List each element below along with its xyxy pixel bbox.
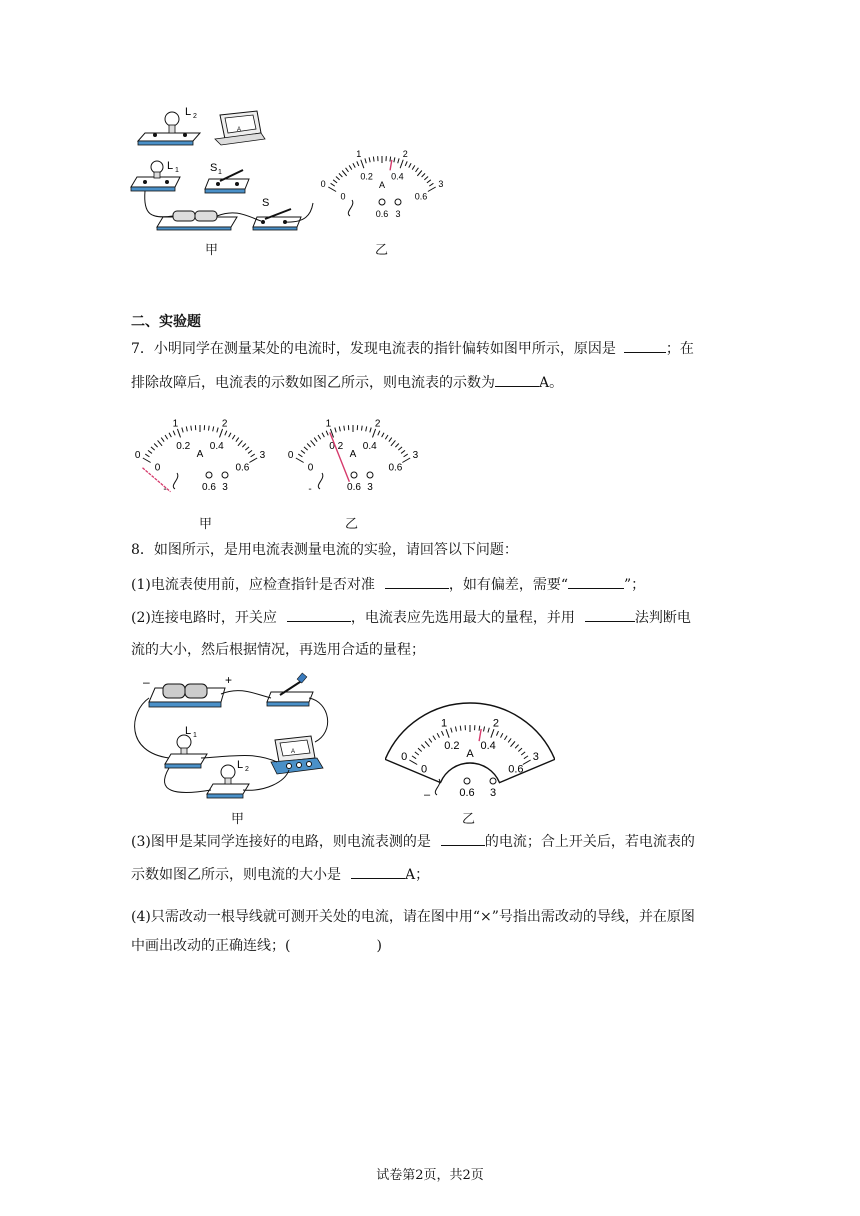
scale-tick [382, 433, 384, 437]
scale-tick [242, 444, 245, 448]
scale-tick [145, 454, 149, 457]
q8-blank-4[interactable] [585, 607, 635, 622]
terminal-3 [222, 472, 228, 478]
q8-blank-2[interactable] [568, 574, 624, 589]
scale-tick [225, 431, 227, 436]
q7-caption-right: 乙 [345, 517, 359, 532]
scale-tick [213, 426, 214, 431]
caption-top-right: 乙 [375, 243, 389, 258]
scale-tick [460, 726, 461, 731]
scale-label-3A: 3 [259, 450, 266, 461]
scale-tick [298, 454, 302, 457]
meter-needle [330, 432, 350, 481]
scale-tick [361, 160, 364, 168]
scale-tick [370, 428, 371, 433]
scale-tick [311, 440, 315, 445]
q7-meter-right [278, 395, 428, 495]
scale-tick [318, 435, 321, 439]
scale-label-06A: 0.6 [414, 191, 428, 202]
scale-label-06A: 0 [154, 462, 161, 474]
scale-label-3A: 0 [401, 751, 408, 763]
scale-tick [417, 171, 421, 176]
scale-tick [398, 158, 399, 163]
terminal-label-0.6: 0.6 [347, 482, 361, 493]
scale-tick [385, 435, 388, 439]
label-L2: L [185, 106, 192, 118]
scale-label-3A: 2 [492, 717, 500, 730]
terminal-3 [367, 472, 373, 478]
scale-tick [182, 428, 183, 433]
scale-tick [342, 171, 346, 176]
q8-p2-cont: 流的大小，然后根据情况，再选用合适的量程； [131, 642, 425, 658]
scale-tick [336, 177, 340, 180]
q8-p3-cont: 示数如图乙所示，则电流的大小是 A； [131, 864, 429, 885]
scale-tick [232, 435, 235, 439]
q7-blank-2[interactable] [495, 372, 539, 387]
scale-tick [229, 433, 231, 437]
scale-label-3A: 3 [438, 179, 444, 189]
q8-meter-figure [385, 683, 555, 813]
scale-label-3A: 1 [356, 149, 362, 160]
unit-label: A [466, 748, 474, 760]
scale-tick [390, 157, 391, 162]
scale-tick [378, 431, 380, 436]
scale-label-3A: 3 [532, 751, 539, 763]
scale-tick [304, 447, 308, 450]
scale-tick [328, 187, 336, 192]
scale-label-3A: 2 [402, 149, 408, 160]
terminal-label-3: 3 [395, 209, 401, 219]
q8-caption-left: 甲 [231, 812, 245, 827]
terminal-label-0.6: 0.6 [202, 482, 216, 493]
scale-tick [372, 429, 375, 437]
scale-tick [296, 458, 304, 463]
scale-label-3A: 0 [287, 450, 294, 461]
q7-meter-left [125, 395, 275, 495]
scale-tick [428, 187, 436, 192]
scale-tick [335, 428, 336, 433]
scale-tick [191, 426, 192, 431]
scale-tick [339, 426, 340, 431]
svg-text:2: 2 [245, 766, 249, 773]
top-meter-figure [312, 130, 452, 225]
scale-tick [333, 180, 337, 183]
q8-p1: (1)电流表使用前，应检查指针是否对准 ，如有偏差，需要“ ”； [131, 574, 645, 595]
terminal-label-minus: – [423, 789, 431, 801]
scale-tick [151, 447, 155, 450]
scale-tick [148, 450, 152, 453]
svg-text:1: 1 [218, 169, 222, 176]
scale-label-3A: 1 [172, 418, 179, 430]
scale-tick [251, 454, 255, 457]
page-footer: 试卷第2页，共2页 [376, 1168, 484, 1183]
scale-tick [366, 426, 367, 431]
terminal-label-minus: - [163, 484, 167, 495]
label-S1: S [210, 162, 218, 174]
svg-text:2: 2 [193, 113, 197, 120]
scale-tick [314, 438, 317, 442]
battery-plus: + [225, 673, 233, 687]
scale-tick [346, 168, 349, 172]
scale-tick [422, 173, 425, 177]
scale-label-06A: 0 [307, 462, 314, 474]
q7-line1: 7．小明同学在测量某处的电流时，发现电流表的指针偏转如图甲所示，原因是 ；在 [131, 338, 694, 359]
scale-label-06A: 0.2 [360, 171, 373, 182]
scale-tick [405, 161, 407, 166]
scale-tick [389, 438, 392, 442]
scale-tick [361, 426, 362, 431]
scale-tick [394, 157, 395, 162]
scale-tick [395, 444, 398, 448]
scale-tick [331, 183, 335, 186]
scale-tick [245, 447, 249, 450]
scale-tick [400, 160, 403, 168]
unit-label: A [349, 449, 357, 460]
scale-tick [357, 161, 359, 166]
scale-tick [301, 450, 305, 453]
scale-tick [353, 163, 355, 167]
section-title: 二、实验题 [131, 314, 201, 330]
scale-label-06A: 0.2 [329, 440, 344, 452]
terminal-label-3: 3 [367, 482, 373, 493]
q7-blank-1[interactable] [624, 338, 666, 353]
scale-label-3A: 2 [221, 418, 228, 430]
top-circuit-figure [125, 105, 325, 235]
q7-caption-left: 甲 [199, 517, 213, 532]
scale-tick [173, 431, 175, 436]
terminal-0.6 [464, 778, 470, 784]
q8-intro: 8．如图所示，是用电流表测量电流的实验，请回答以下问题： [131, 542, 518, 558]
svg-text:A: A [291, 749, 296, 755]
terminal-0.6 [351, 472, 357, 478]
scale-tick [217, 428, 218, 433]
terminal-label-minus: - [308, 484, 312, 495]
scale-tick [158, 440, 162, 445]
meter-frame [385, 703, 555, 783]
scale-tick [161, 438, 164, 442]
scale-label-3A: 0 [134, 450, 141, 461]
terminal-label-3: 3 [222, 482, 228, 493]
scale-tick [409, 163, 411, 167]
svg-text:1: 1 [175, 167, 179, 174]
scale-label-06A: 0.4 [209, 440, 224, 452]
scale-tick [154, 444, 157, 448]
scale-label-06A: 0.2 [176, 440, 191, 452]
scale-label-06A: 0.2 [444, 740, 460, 753]
q8-p2: (2)连接电路时，开关应 ，电流表应先选用最大的量程，并用 法判断电 [131, 607, 691, 628]
scale-label-3A: 1 [440, 717, 448, 730]
scale-tick [424, 177, 428, 180]
terminal-label-0.6: 0.6 [459, 787, 475, 799]
q8-blank-3[interactable] [287, 607, 351, 622]
scale-tick [427, 180, 431, 183]
scale-tick [412, 165, 415, 169]
svg-text:1: 1 [193, 732, 197, 739]
scale-label-06A: 0 [421, 763, 428, 776]
label-L2: L [237, 759, 244, 771]
scale-tick [165, 435, 168, 439]
battery-minus: – [143, 675, 150, 689]
scale-tick [143, 458, 151, 463]
label-L1: L [167, 160, 174, 172]
terminal-minus [318, 473, 323, 489]
scale-tick [401, 450, 405, 453]
scale-label-3A: 1 [325, 418, 332, 430]
terminal-minus [173, 473, 178, 489]
scale-tick [238, 440, 242, 445]
scale-label-06A: 0.4 [362, 440, 377, 452]
caption-top-left: 甲 [205, 243, 219, 258]
terminal-label-0.6: 0.6 [375, 209, 389, 219]
scale-tick [249, 458, 257, 463]
scale-tick [402, 458, 410, 463]
q8-p4: (4)只需改动一根导线就可测开关处的电流，请在图中用“×”号指出需改动的导线，并在原图 [131, 909, 695, 925]
scale-tick [186, 426, 187, 431]
terminal-label-3: 3 [489, 787, 497, 799]
scale-tick [398, 447, 402, 450]
scale-tick [326, 431, 328, 436]
scale-label-3A: 0 [320, 179, 326, 189]
scale-label-3A: 3 [412, 450, 419, 461]
svg-text:A: A [237, 127, 242, 133]
scale-label-06A: 0.6 [508, 763, 524, 776]
scale-tick [219, 429, 222, 437]
q8-caption-right: 乙 [462, 812, 476, 827]
scale-tick [404, 454, 408, 457]
scale-tick [169, 433, 171, 437]
scale-label-06A: 0.6 [388, 462, 403, 474]
scale-tick [307, 444, 310, 448]
q8-circuit-figure [125, 672, 350, 807]
q8-blank-5[interactable] [441, 831, 485, 846]
label-L1: L [185, 725, 192, 737]
scale-tick [373, 157, 374, 162]
terminal-minus [348, 200, 353, 216]
q8-blank-1[interactable] [385, 574, 449, 589]
q8-p4-cont: 中画出改动的正确连线；( ) [131, 938, 382, 954]
scale-tick [349, 165, 352, 169]
q8-p3: (3)图甲是某同学连接好的电路，则电流表测的是 的电流；合上开关后，若电流表的 [131, 831, 695, 852]
terminal-0.6 [206, 472, 212, 478]
scale-tick [236, 438, 239, 442]
q8-blank-6[interactable] [351, 864, 405, 879]
unit-label: A [378, 180, 386, 190]
scale-tick [344, 426, 345, 431]
scale-label-06A: 0 [340, 191, 346, 202]
terminal-3 [395, 199, 401, 205]
label-S: S [262, 197, 270, 209]
scale-label-06A: 0.4 [480, 740, 496, 753]
terminal-0.6 [379, 199, 385, 205]
scale-tick [429, 183, 433, 186]
scale-tick [391, 440, 395, 445]
scale-tick [177, 429, 180, 437]
scale-tick [479, 726, 480, 731]
scale-tick [339, 173, 342, 177]
scale-label-06A: 0.4 [391, 171, 404, 182]
unit-label: A [196, 449, 204, 460]
scale-label-3A: 2 [374, 418, 381, 430]
scale-tick [208, 426, 209, 431]
terminal-3 [490, 778, 496, 784]
scale-tick [322, 433, 324, 437]
scale-label-06A: 0.6 [235, 462, 250, 474]
scale-tick [369, 157, 370, 162]
q7-line2: 排除故障后，电流表的示数如图乙所示，则电流表的示数为 A。 [131, 372, 563, 393]
scale-tick [248, 450, 252, 453]
scale-tick [365, 158, 366, 163]
scale-tick [416, 168, 419, 172]
